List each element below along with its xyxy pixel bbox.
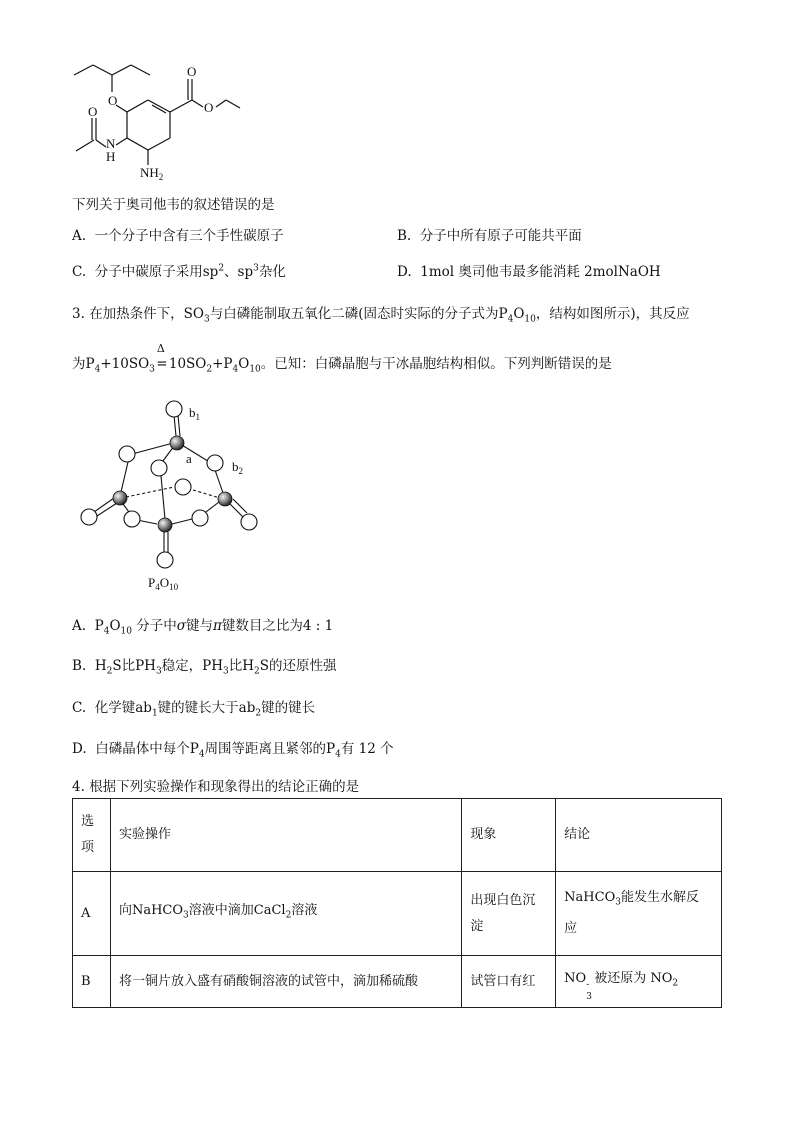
- row-conclusion: NO - 3 被还原为 $NO_2$: [556, 956, 722, 1008]
- row-phenomenon: 出现白色沉 淀: [462, 872, 556, 956]
- row-option: B: [73, 956, 111, 1008]
- label-b1: $b_1$: [189, 405, 200, 422]
- row-operation: 将一铜片放入盛有硝酸铜溶液的试管中，滴加稀硫酸: [110, 956, 461, 1008]
- oseltamivir-structure: [60, 60, 260, 185]
- o-atom: [192, 510, 208, 526]
- p-atom-a: [170, 436, 184, 450]
- table-row: [73, 956, 722, 1008]
- q2-stem: 下列关于奥司他韦的叙述错误的是: [72, 197, 275, 213]
- o-atom: [81, 509, 97, 525]
- table-row: [73, 872, 722, 956]
- row-phenomenon: 试管口有红: [462, 956, 556, 1008]
- o-atom: [124, 511, 140, 527]
- label-a: a: [186, 451, 192, 466]
- o-atom: [119, 446, 135, 462]
- row-operation: 向NaHCO$_3$溶液中滴加CaCl$_2$溶液: [110, 872, 461, 956]
- o-atom: [175, 479, 191, 495]
- table-header-row: [73, 799, 722, 872]
- q3-stem-line1: 3. 在加热条件下，$SO_3$与白磷能制取五氧化二磷(固态时实际的分子式为$P_4O_{10}$，结构如图所示)，其反应: [72, 306, 690, 325]
- p4o10-structure: [70, 395, 270, 600]
- o-atom-b1: [166, 401, 182, 417]
- o-atom: [157, 552, 173, 568]
- o-atom: [241, 514, 257, 530]
- q3-option-d: D. 白磷晶体中每个$P_4$周围等距离且紧邻的$P_4$有 12 个: [72, 741, 394, 760]
- q3-option-c: C. 化学键$ab_1$键的键长大于$ab_2$键的键长: [72, 700, 316, 719]
- q2-option-b: B. 分子中所有原子可能共平面: [397, 228, 582, 244]
- header-phenomenon: 现象: [462, 799, 556, 872]
- p-atom: [158, 518, 172, 532]
- amide-o-label: O: [88, 104, 98, 119]
- q4-stem: 4. 根据下列实验操作和现象得出的结论正确的是: [72, 779, 360, 795]
- p-atom: [113, 491, 127, 505]
- ester-carbonyl-o-label: O: [187, 64, 197, 79]
- row-conclusion: NaHCO$_3$能发生水解反 应: [556, 872, 722, 956]
- q2-option-a: A. 一个分子中含有三个手性碳原子: [72, 228, 284, 244]
- q3-option-b: B. $H_2S$比$PH_3$稳定，$PH_3$比$H_2S$的还原性强: [72, 658, 337, 677]
- row-option: A: [73, 872, 111, 956]
- q2-option-d: D. 1mol 奥司他韦最多能消耗 2molNaOH: [397, 264, 661, 280]
- ester-o-label: O: [204, 100, 214, 115]
- label-b2: $b_2$: [232, 459, 243, 476]
- amine-label: $NH_2$: [140, 165, 164, 182]
- header-option: 选 项: [73, 799, 111, 872]
- q2-option-c: C. 分子中碳原子采用$sp^2$、$sp^3$杂化: [72, 263, 286, 280]
- q3-stem-line2: 为$P_4+10SO_3$ Δ $=10SO_2+P_4O_{10}$。已知：白磷晶胞与干冰晶胞结构相似。下列判断错误的是: [72, 342, 612, 375]
- o-atom-b2: [207, 455, 223, 471]
- p-atom: [218, 492, 232, 506]
- q3-option-a: A. $P_4O_{10}$ 分子中σ键与π键数目之比为4 : 1: [72, 618, 334, 637]
- figure-caption: $P_4O_{10}$: [148, 575, 179, 592]
- header-operation: 实验操作: [110, 799, 461, 872]
- heat-equals-sign: Δ =: [156, 342, 168, 372]
- header-conclusion: 结论: [556, 799, 722, 872]
- ether-o-label: O: [108, 93, 118, 108]
- experiment-table: [72, 798, 722, 1008]
- amide-h-label: H: [106, 149, 116, 164]
- amide-n-label: N: [106, 136, 116, 151]
- o-atom: [151, 460, 167, 476]
